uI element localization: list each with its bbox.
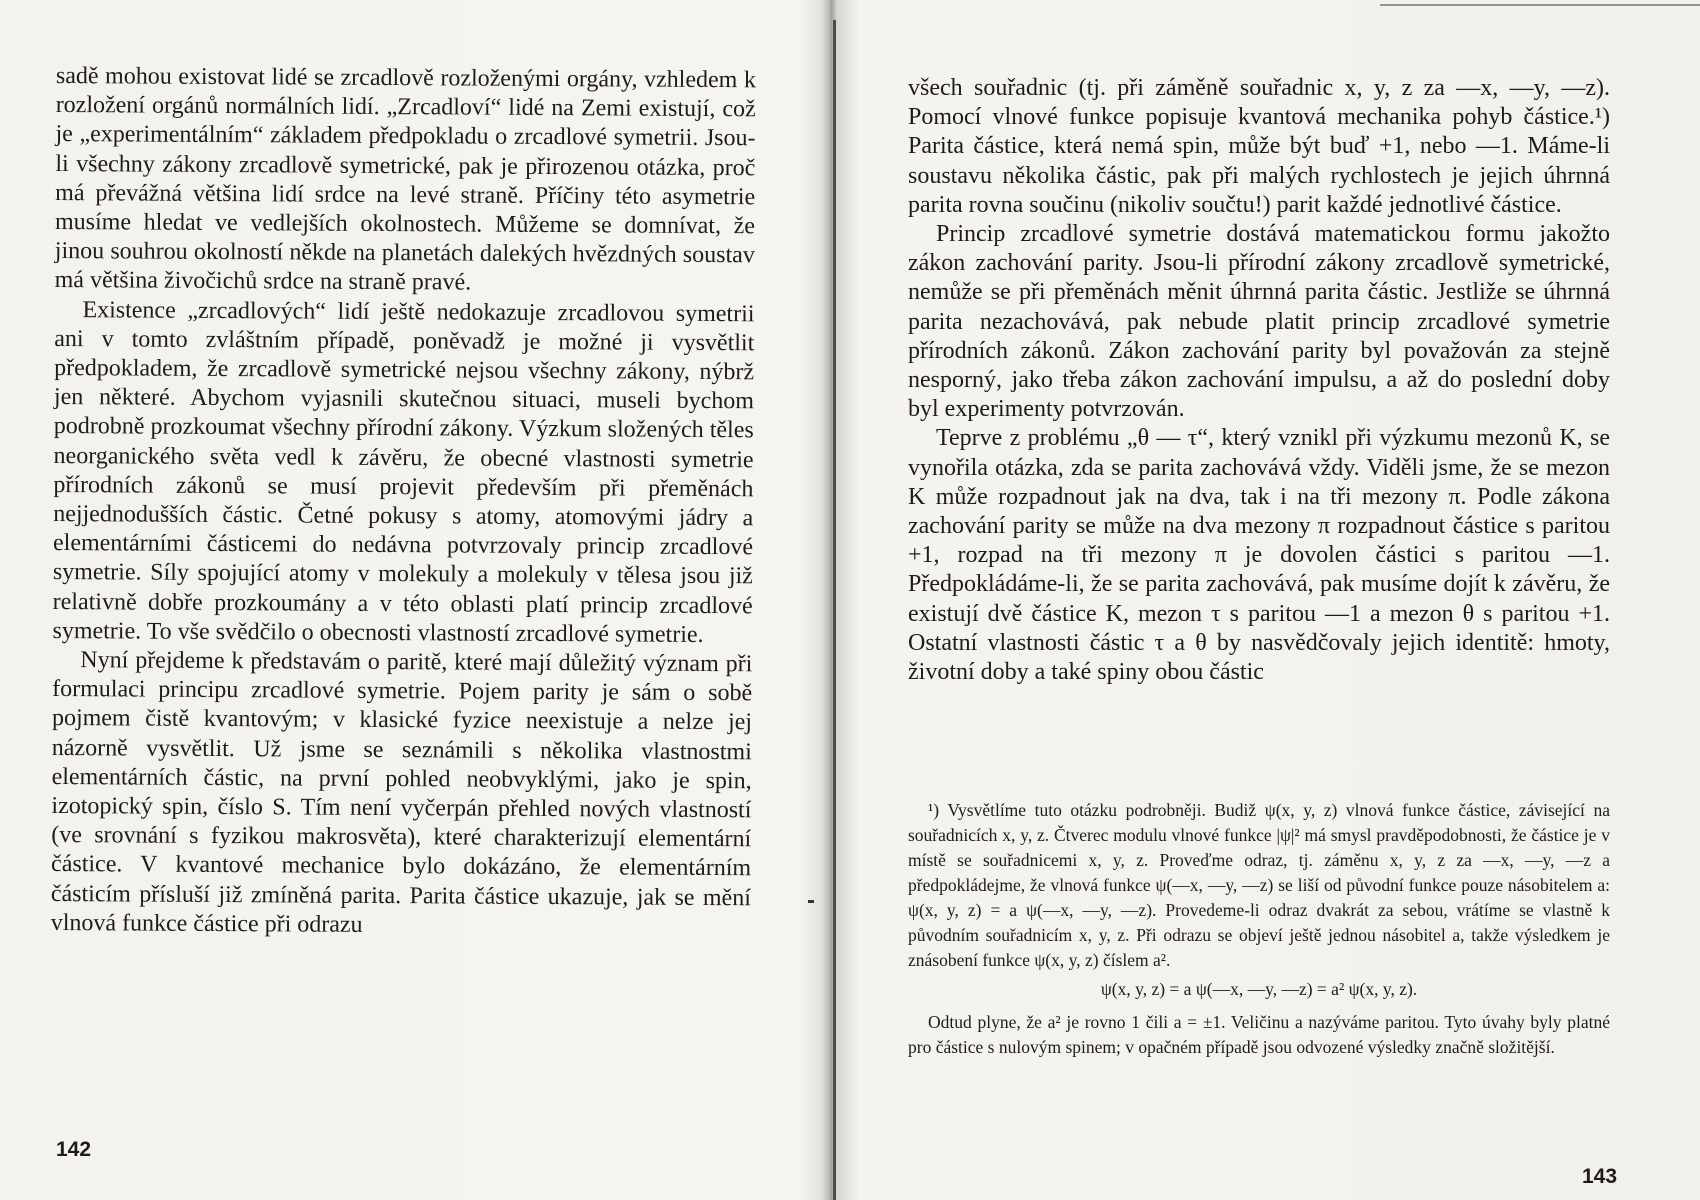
right-page: [860, 0, 1700, 1200]
paragraph: Existence „zrcadlových“ lidí ještě nedokazuje zrcadlovou symetrii ani v tomto zvláštním případě, poněvadž je možné ji vysvětlit předpokladem, že zrcadlově symetrické nejsou všechny zákony, nýbrž jen některé. Abychom vyjasnili skutečnou situaci, museli bychom podrobně prozkoumat všechny přírodní zákony. Výzkum složených těles neorganického světa vedl k závěru, že obecné vlastnosti symetrie přírodních zákonů se musí projevit především při přeměnách nejjednodušších částic. Četné pokusy s atomy, atomovými jádry a elementárními částicemi do nedávna potvrzovaly princip zrcadlové symetrie. Síly spojující atomy v molekuly a molekuly v tělesa jsou již relativně dobře prozkoumány a v této oblasti platí princip zrcadlové symetrie. To vše svědčilo o obecnosti vlastností zrcadlové symetrie.: [52, 296, 755, 648]
footnotes: [908, 798, 1610, 1060]
page-number: 143: [1582, 1165, 1618, 1188]
binding-edge: [833, 20, 836, 1200]
paragraph: Princip zrcadlové symetrie dostává matematickou formu jakožto zákon zachování parity. Jsou-li přírodní zákony zrcadlově symetrické, nemůže se při přeměnách měnit úhrnná parita částic. Jestliže se úhrnná parita nezachovává, pak nebude platit princip zrcadlové symetrie přírodních zákonů. Zákon zachování parity byl považován za stejně nesporný, jako třeba zákon zachování impulsu, a až do poslední doby byl experimenty potvrzován.: [908, 221, 1610, 423]
footnote-equation: ψ(x, y, z) = a ψ(—x, —y, —z) = a² ψ(x, y, z).: [1100, 979, 1418, 999]
right-page-body: [908, 74, 1610, 687]
paragraph: Teprve z problému „θ — τ“, který vznikl při výzkumu mezonů K, se vynořila otázka, zda se parita zachovává vždy. Viděli jsme, že se mezon K může rozpadnout jak na dva, tak i na tři mezony π. Podle zákona zachování parity se může na dva mezony π rozpadnout částice s paritou +1, rozpad na tři mezony π je dovolen částici s paritou —1. Předpokládáme-li, že se parita zachovává, pak musíme dojít k závěru, že existují dvě částice K, mezon τ s paritou —1 a mezon θ s paritou +1. Ostatní vlastnosti částic τ a θ by nasvědčovaly jejich identitě: hmoty, životní doby a také spiny obou částic: [908, 425, 1610, 686]
footnote: ¹) Vysvětlíme tuto otázku podrobněji. Budiž ψ(x, y, z) vlnová funkce částice, závisející na souřadnicích x, y, z. Čtverec modulu vlnové funkce |ψ|² má smysl pravděpodobnosti, že částice je v místě se souřadnicemi x, y, z. Proveďme odraz, tj. záměnu x, y, z za —x, —y, —z a předpokládejme, že vlnová funkce ψ(—x, —y, —z) se liší od původní funkce pouze násobitelem a: ψ(x, y, z) = a ψ(—x, —y, —z). Provedeme-li odraz dvakrát za sebou, vrátíme se vlastně k původním souřadnicím x, y, z. Při odrazu se objeví ještě jednou násobitel a, takže výsledkem je znásobení funkce ψ(x, y, z) číslem a².: [908, 800, 1610, 970]
paragraph: všech souřadnic (tj. při záměně souřadnic x, y, z za —x, —y, —z). Pomocí vlnové funkce popisuje kvantová mechanika pohyb částice.¹) Parita částice, která nemá spin, může být buď +1, nebo —1. Máme-li soustavu několika částic, pak při malých rychlostech je jejich úhrnná parita rovna součinu (nikoliv součtu!) parit každé jednotlivé částice.: [908, 75, 1610, 218]
paragraph: sadě mohou existovat lidé se zrcadlově rozloženými orgány, vzhledem k rozložení orgánů normálních lidí. „Zrcadloví“ lidé na Zemi existují, což je „experimentálním“ základem předpokladu o zrcadlové symetrii. Jsou-li všechny zákony zrcadlově symetrické, pak je přirozenou otázka, proč má převážná většina lidí srdce na levé straně. Příčiny této asymetrie musíme hledat ve vedlejších okolnostech. Můžeme se domnívat, že jinou souhrou okolností někde na planetách dalekých hvězdných soustav má většina živočichů srdce na straně pravé.: [54, 62, 756, 296]
left-page-body: [51, 62, 756, 942]
paragraph: Nyní přejdeme k představám o paritě, které mají důležitý význam při formulaci principu zrcadlové symetrie. Pojem parity je sám o sobě pojmem čistě kvantovým; v klasické fyzice neexistuje a nelze jej názorně vysvětlit. Už jsme se seznámili s několika vlastnostmi elementárních částic, na první pohled neobvyklými, jako je spin, izotopický spin, číslo S. Tím není vyčerpán přehled nových vlastností (ve srovnání s fyzikou makrosvěta), které charakterizují elementární částice. V kvantové mechanice bylo dokázáno, že elementárním částicím přísluší již zmíněná parita. Parita částice ukazuje, jak se mění vlnová funkce částice při odrazu: [50, 647, 753, 938]
page-number: 142: [56, 1138, 92, 1161]
footnote-conclusion: Odtud plyne, že a² je rovno 1 čili a = ±1. Veličinu a nazýváme paritou. Tyto úvahy byly platné pro částice s nulovým spinem; v opačném případě jsou odvozené výsledky značně složitější.: [908, 1012, 1610, 1057]
left-page: [0, 0, 820, 1200]
